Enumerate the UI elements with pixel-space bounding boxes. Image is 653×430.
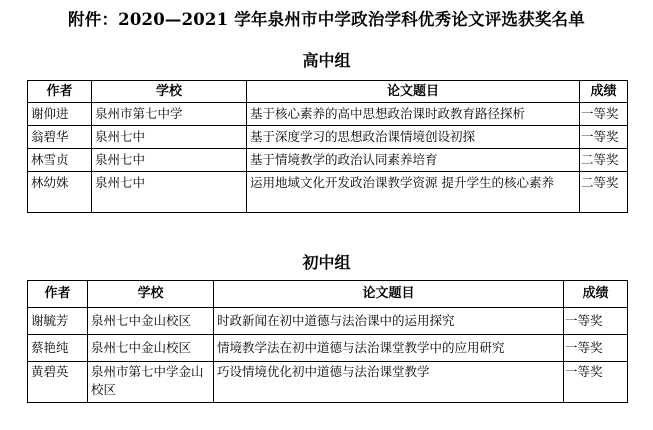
result-cell: 一等奖: [564, 308, 628, 335]
school-cell: 泉州七中: [92, 172, 247, 213]
paper-cell: 情境教学法在初中道德与法治课堂教学中的应用研究: [214, 335, 564, 362]
header-paper: 论文题目: [214, 281, 564, 308]
paper-cell: 巧设情境优化初中道德与法治课堂教学: [214, 362, 564, 403]
header-paper: 论文题目: [247, 81, 580, 103]
school-cell: 泉州七中: [92, 126, 247, 149]
table-header-row: [28, 281, 628, 308]
school-cell: 泉州市第七中学金山校区: [88, 362, 214, 403]
header-result: 成绩: [580, 81, 628, 103]
paper-cell: 时政新闻在初中道德与法治课中的运用探究: [214, 308, 564, 335]
author-cell: 翁碧华: [28, 126, 92, 149]
high-school-heading: 高中组: [302, 51, 351, 70]
table-header-row: [28, 81, 628, 103]
paper-cell: 基于核心素养的高中思想政治课时政教育路径探析: [247, 103, 580, 126]
high-school-table: [27, 80, 628, 213]
table-row: [28, 308, 628, 335]
middle-school-table: [27, 280, 628, 403]
paper-cell: 基于情境教学的政治认同素养培育: [247, 149, 580, 172]
result-cell: 一等奖: [580, 126, 628, 149]
header-author: 作者: [28, 81, 92, 103]
header-school: 学校: [92, 81, 247, 103]
author-cell: 谢毓芳: [28, 308, 88, 335]
school-cell: 泉州市第七中学: [92, 103, 247, 126]
result-cell: 二等奖: [580, 172, 628, 213]
result-cell: 一等奖: [564, 362, 628, 403]
author-cell: 蔡艳纯: [28, 335, 88, 362]
header-author: 作者: [28, 281, 88, 308]
table-row: [28, 103, 628, 126]
author-cell: 黄碧英: [28, 362, 88, 403]
table-row: [28, 149, 628, 172]
result-cell: 一等奖: [564, 335, 628, 362]
author-cell: 林幼姝: [28, 172, 92, 213]
paper-cell: 运用地域文化开发政治课教学资源 提升学生的核心素养: [247, 172, 580, 213]
header-school: 学校: [88, 281, 214, 308]
header-result: 成绩: [564, 281, 628, 308]
middle-school-heading: 初中组: [302, 253, 351, 272]
table-row: [28, 126, 628, 149]
table-row: [28, 362, 628, 403]
school-cell: 泉州七中: [92, 149, 247, 172]
table-row: [28, 335, 628, 362]
result-cell: 一等奖: [580, 103, 628, 126]
table-row: [28, 172, 628, 213]
school-cell: 泉州七中金山校区: [88, 335, 214, 362]
school-cell: 泉州七中金山校区: [88, 308, 214, 335]
paper-cell: 基于深度学习的思想政治课情境创设初探: [247, 126, 580, 149]
author-cell: 林雪贞: [28, 149, 92, 172]
result-cell: 二等奖: [580, 149, 628, 172]
author-cell: 谢仰进: [28, 103, 92, 126]
document-title: 附件：2020—2021 学年泉州市中学政治学科优秀论文评选获奖名单: [68, 10, 585, 29]
